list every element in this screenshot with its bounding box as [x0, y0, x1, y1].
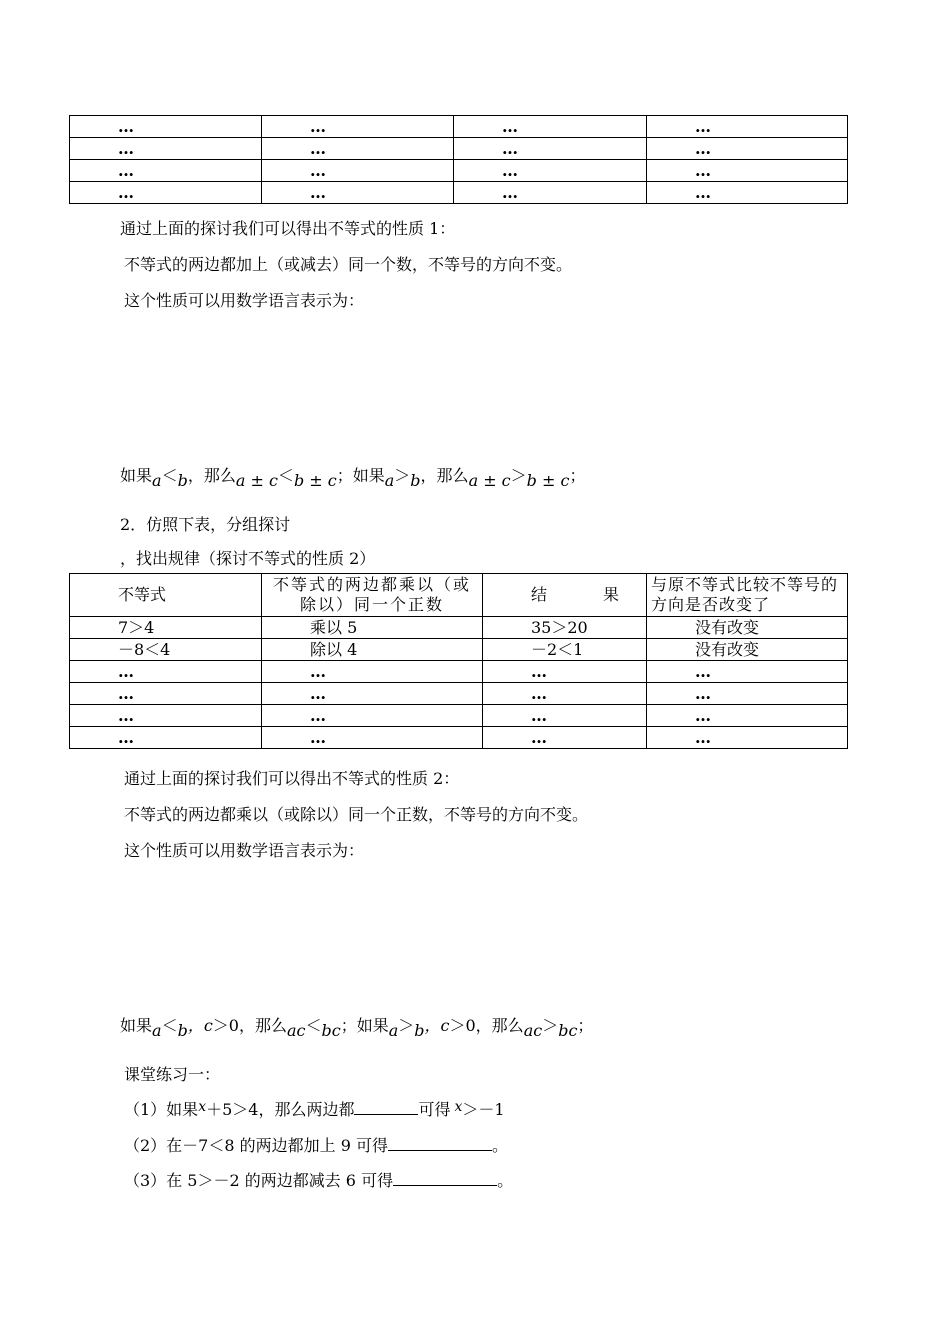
- table-row: [70, 705, 848, 727]
- table-cell: …: [454, 160, 647, 182]
- var-x: x: [454, 1099, 463, 1115]
- table-row: [70, 683, 848, 705]
- answer-blank[interactable]: [388, 1134, 492, 1151]
- expr-b-pm-c: b ± c: [293, 471, 337, 490]
- table-cell: …: [483, 683, 647, 705]
- table-cell: …: [70, 160, 262, 182]
- expr-b-pm-c: b ± c: [526, 471, 570, 490]
- property1-statement: 不等式的两边都加上（或减去）同一个数，不等号的方向不变。: [124, 255, 573, 274]
- expr-ac: ac: [286, 1021, 306, 1040]
- less-than: ＜: [277, 466, 294, 485]
- formula-text: ；: [569, 466, 586, 485]
- greater-than: ＞: [510, 466, 527, 485]
- answer-blank[interactable]: [393, 1169, 497, 1186]
- greater-than: ＞: [394, 466, 411, 485]
- table-cell: 乘以 5: [262, 617, 483, 639]
- formula-property1: [120, 463, 586, 490]
- table-row: [70, 661, 848, 683]
- table-cell: …: [70, 683, 262, 705]
- table-cell: 除以 4: [262, 639, 483, 661]
- expr-a-pm-c: a ± c: [235, 471, 278, 490]
- table-row: [70, 727, 848, 749]
- table-cell: …: [647, 705, 848, 727]
- table-cell: …: [262, 116, 454, 138]
- exercise-text: ＞－1: [462, 1100, 505, 1119]
- less-than: ＜: [161, 466, 178, 485]
- table-cell: …: [262, 705, 483, 727]
- table-cell: …: [483, 705, 647, 727]
- exercise-text: （1）如果: [124, 1100, 199, 1119]
- formula-text: ，那么: [187, 466, 236, 485]
- table-cell: …: [262, 138, 454, 160]
- table-cell: …: [70, 116, 262, 138]
- exercise-q2: [124, 1133, 508, 1156]
- table-cell: …: [262, 683, 483, 705]
- formula-text: ，那么: [420, 466, 469, 485]
- formula-text: 如果: [120, 466, 153, 485]
- table-row: [70, 639, 848, 661]
- table-cell: 没有改变: [647, 617, 848, 639]
- exercise-text: （2）在－7＜8 的两边都加上 9 可得: [124, 1136, 388, 1155]
- var-a: a: [152, 471, 162, 490]
- formula-text: ；: [577, 1016, 594, 1035]
- var-x: x: [198, 1099, 207, 1115]
- table-cell: …: [70, 661, 262, 683]
- table-row: [70, 138, 848, 160]
- exercise-title: 课堂练习一：: [124, 1065, 221, 1084]
- property2-math-prompt: 这个性质可以用数学语言表示为：: [124, 841, 365, 860]
- table-cell: …: [70, 182, 262, 204]
- table-cell: …: [262, 661, 483, 683]
- table-cell: －2＜1: [483, 639, 647, 661]
- section2-subheading: ，找出规律（探讨不等式的性质 2）: [120, 549, 376, 568]
- var-a: a: [152, 1021, 162, 1040]
- table-cell: …: [70, 138, 262, 160]
- expr-bc: bc: [321, 1021, 341, 1040]
- table-cell: …: [647, 727, 848, 749]
- expr-ac: ac: [523, 1021, 543, 1040]
- var-b: b: [410, 471, 421, 490]
- greater-than: ＞: [398, 1016, 415, 1035]
- header-direction-changed: 与原不等式比较不等号的方向是否改变了: [647, 574, 848, 617]
- var-a: a: [384, 471, 395, 490]
- formula-text: 如果: [120, 1016, 153, 1035]
- answer-blank[interactable]: [354, 1098, 418, 1115]
- table-cell: 7＞4: [70, 617, 262, 639]
- formula-text: ＞0，那么: [212, 1016, 287, 1035]
- var-b: b: [414, 1021, 425, 1040]
- table-cell: 没有改变: [647, 639, 848, 661]
- table-cell: 35＞20: [483, 617, 647, 639]
- property1-math-prompt: 这个性质可以用数学语言表示为：: [124, 291, 365, 310]
- header-inequality: 不等式: [70, 574, 262, 617]
- exercise-text: 。: [497, 1171, 514, 1190]
- table-cell: …: [454, 116, 647, 138]
- var-a: a: [388, 1021, 399, 1040]
- header-operation: 不等式的两边都乘以（或除以）同一个正数: [262, 574, 483, 617]
- table-cell: …: [70, 705, 262, 727]
- property1-intro: 通过上面的探讨我们可以得出不等式的性质 1：: [120, 219, 456, 238]
- var-b: b: [177, 1021, 188, 1040]
- exercise-text: ＋5＞4，那么两边都: [206, 1100, 355, 1119]
- table-cell: …: [262, 727, 483, 749]
- table-cell: …: [647, 683, 848, 705]
- formula-text: ＞0，那么: [449, 1016, 524, 1035]
- table-cell: …: [647, 116, 848, 138]
- var-b: b: [177, 471, 188, 490]
- table-cell: －8＜4: [70, 639, 262, 661]
- less-than: ＜: [161, 1016, 178, 1035]
- exercise-q1: [124, 1097, 505, 1120]
- exercise-q3: [124, 1168, 513, 1191]
- formula-text: ；如果: [336, 466, 385, 485]
- exercise-text: （3）在 5＞－2 的两边都减去 6 可得: [124, 1171, 394, 1190]
- var-c: ，c: [424, 1016, 450, 1035]
- table-row: [70, 116, 848, 138]
- formula-property2: [120, 1013, 594, 1040]
- table-cell: …: [483, 727, 647, 749]
- table-row: [70, 160, 848, 182]
- table-cell: …: [454, 138, 647, 160]
- table-cell: …: [454, 182, 647, 204]
- table-row: [70, 182, 848, 204]
- table-cell: …: [647, 160, 848, 182]
- expr-bc: bc: [558, 1021, 578, 1040]
- table-cell: …: [647, 661, 848, 683]
- table-cell: …: [647, 182, 848, 204]
- header-result: 结 果: [483, 574, 647, 617]
- table-header-row: [70, 574, 848, 617]
- greater-than: ＞: [542, 1016, 559, 1035]
- table-row: [70, 617, 848, 639]
- table-cell: …: [262, 182, 454, 204]
- table-cell: …: [647, 138, 848, 160]
- table-1: [69, 115, 848, 204]
- table-2: [69, 573, 848, 749]
- table-cell: …: [483, 661, 647, 683]
- property2-statement: 不等式的两边都乘以（或除以）同一个正数，不等号的方向不变。: [124, 805, 589, 824]
- formula-text: ；如果: [340, 1016, 389, 1035]
- less-than: ＜: [305, 1016, 322, 1035]
- expr-a-pm-c: a ± c: [468, 471, 511, 490]
- var-c: ，c: [187, 1016, 213, 1035]
- table-cell: …: [70, 727, 262, 749]
- section2-heading: 2．仿照下表，分组探讨: [120, 515, 291, 534]
- exercise-text: 。: [491, 1136, 508, 1155]
- exercise-text: 可得: [418, 1100, 451, 1119]
- property2-intro: 通过上面的探讨我们可以得出不等式的性质 2：: [124, 769, 460, 788]
- table-cell: …: [262, 160, 454, 182]
